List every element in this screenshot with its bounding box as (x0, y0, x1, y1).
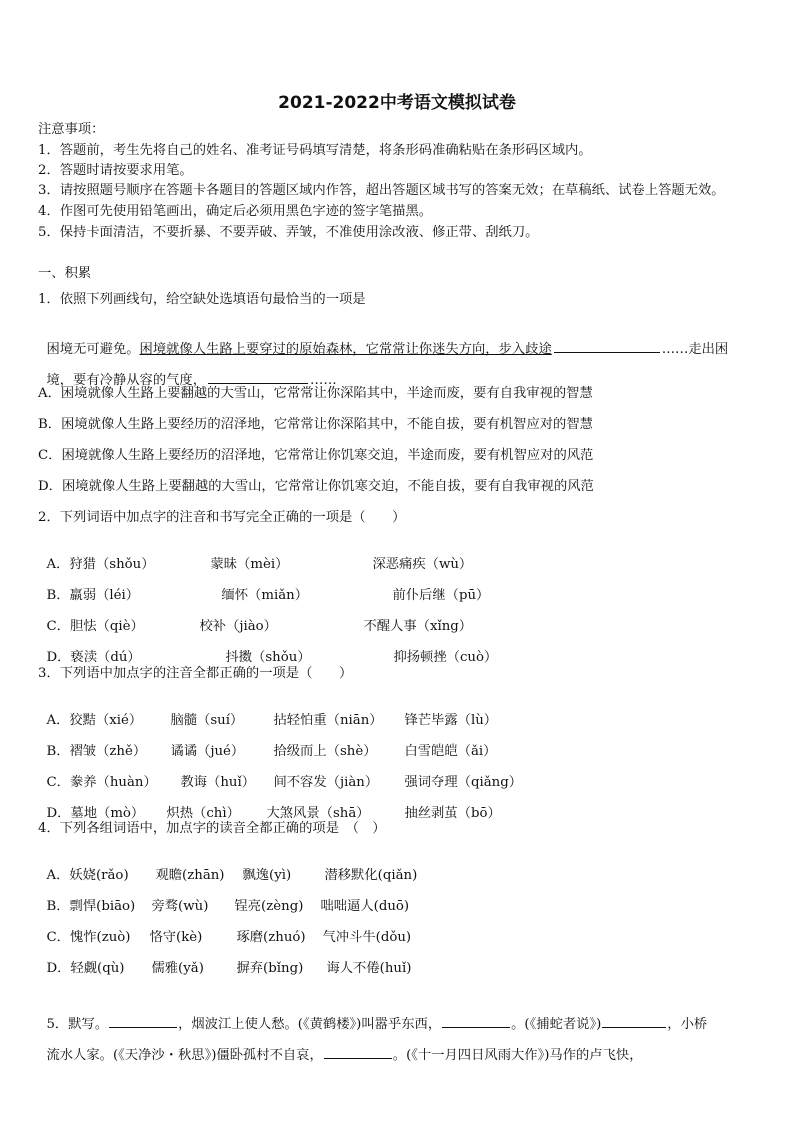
option-row (38, 914, 411, 946)
option: 间不容发（jiàn） (273, 775, 379, 790)
option: 抖擞（shǒu） (225, 650, 311, 665)
notice-item: 3．请按照题号顺序在答题卡各题目的答题区域内作答，超出答题区域书写的答案无效；在草稿纸、试卷上答题无效。 (38, 183, 725, 198)
option: D．墓地（mò） (46, 806, 145, 821)
option: A．妖娆(rǎo) (46, 868, 129, 883)
question-stem: 1．依照下列画线句，给空缺处选填语句最恰当的一项是 (38, 292, 366, 307)
option: 摒弃(bǐng) (236, 961, 304, 976)
answer-blank (442, 1015, 510, 1028)
section-heading: 一、积累 (38, 266, 92, 281)
question-text: 。(《十一月四日风雨大作》)马作的卢飞快， (392, 1048, 643, 1063)
question-stem: 3．下列语中加点字的注音全都正确的一项是（ ） (38, 666, 353, 681)
option: 恪守(kè) (149, 930, 203, 945)
option: 锋芒毕露（lù） (404, 713, 498, 728)
option: 抑扬顿挫（cuò） (393, 650, 498, 665)
question-passage-line (38, 324, 728, 358)
option: 潜移默化(qiǎn) (324, 868, 418, 883)
question-text: ，烟波江上使人愁。(《黄鹤楼》)叫嚣乎东西， (178, 1017, 442, 1032)
option: C．豢养（huàn） (46, 775, 157, 790)
notice-item: 5．保持卡面清洁，不要折暴、不要弄破、弄皱，不准使用涂改液、修正带、刮纸刀。 (38, 225, 539, 240)
option: B．剽悍(biāo) (46, 899, 136, 914)
question-passage-line (38, 355, 337, 389)
notice-item: 2．答题时请按要求用笔。 (38, 163, 193, 178)
notice-item: 1．答题前，考生先将自己的姓名、准考证号码填写清楚，将条形码准确粘贴在条形码区域内。 (38, 143, 592, 158)
option: 校补（jiào） (199, 619, 277, 634)
option-row (38, 728, 496, 760)
option: 不醒人事（xǐng） (363, 619, 473, 634)
option-row (38, 852, 417, 884)
passage-text: …… (310, 373, 337, 388)
option: 观瞻(zhān) (155, 868, 225, 883)
option: 脑髓（suí） (170, 713, 244, 728)
option: A．狡黠（xié） (46, 713, 143, 728)
question-stem: 2．下列词语中加点字的注音和书写完全正确的一项是（ ） (38, 510, 406, 525)
option: 前仆后继（pū） (392, 588, 490, 603)
option: C．胆怯（qiè） (46, 619, 144, 634)
option: A．困境就像人生路上要翻越的大雪山，它常常让你深陷其中，半途而废，要有自我审视的智慧 (38, 386, 593, 401)
option: D．困境就像人生路上要翻越的大雪山，它常常让你饥寒交迫，不能自拔，要有自我审视的风范 (38, 479, 594, 494)
answer-blank (109, 1015, 177, 1028)
option-row (38, 697, 497, 729)
option-row (38, 603, 472, 635)
question-text: 5．默写。 (46, 1017, 109, 1032)
option-row (38, 541, 472, 573)
option-row (38, 634, 497, 666)
option-row (38, 572, 489, 604)
option-row (38, 759, 522, 791)
option: 锃亮(zèng) (234, 899, 304, 914)
option: C．困境就像人生路上要经历的沼泽地，它常常让你饥寒交迫，半途而废，要有机智应对的风范 (38, 448, 594, 463)
question-stem: 4．下列各组词语中，加点字的读音全都正确的项是 （ ） (38, 821, 386, 836)
option-row (38, 883, 409, 915)
option: A．狩猎（shǒu） (46, 557, 155, 572)
question-line (38, 999, 707, 1033)
notice-item: 4．作图可先使用铅笔画出，确定后必须用黑色字迹的签字笔描黑。 (38, 204, 433, 219)
notice-heading: 注意事项： (38, 122, 105, 137)
option: 强词夺理（qiǎng） (404, 775, 523, 790)
option: 教诲（huǐ） (180, 775, 256, 790)
option: C．愧怍(zuò) (46, 930, 131, 945)
option: 咄咄逼人(duō) (320, 899, 410, 914)
option: 谲谲（jué） (170, 744, 245, 759)
passage-text: 困境无可避免。 (46, 342, 140, 357)
option: 缅怀（miǎn） (221, 588, 309, 603)
option: 儒雅(yǎ) (151, 961, 204, 976)
option: D．亵渎（dú） (46, 650, 141, 665)
option: B．困境就像人生路上要经历的沼泽地，它常常让你深陷其中，不能自拔，要有机智应对的智慧 (38, 417, 593, 432)
option: 蒙昧（mèi） (210, 557, 289, 572)
option: D．轻觑(qù) (46, 961, 125, 976)
option: 气冲斗牛(dǒu) (322, 930, 412, 945)
answer-blank (208, 371, 308, 384)
underlined-sentence: 困境就像人生路上要穿过的原始森林，它常常让你迷失方向，步入歧途 (139, 342, 552, 357)
page-title: 2021-2022中考语文模拟试卷 (278, 93, 516, 113)
option: 诲人不倦(huǐ) (326, 961, 412, 976)
option: 旁骛(wù) (151, 899, 209, 914)
option: 飘逸(yì) (242, 868, 292, 883)
option: 炽热（chì） (166, 806, 240, 821)
option: 拈轻怕重（niān） (273, 713, 383, 728)
option: 深恶痛疾（wù） (372, 557, 473, 572)
option: 拾级而上（shè） (273, 744, 377, 759)
answer-blank (554, 340, 660, 353)
option-row (38, 790, 501, 822)
question-text: ，小桥 (667, 1017, 708, 1032)
passage-text: ……走出困 (661, 342, 729, 357)
answer-blank (602, 1015, 666, 1028)
option: 大煞风景（shā） (266, 806, 370, 821)
option: 抽丝剥茧（bō） (404, 806, 501, 821)
answer-blank (324, 1046, 392, 1059)
option-row (38, 945, 411, 977)
question-line (38, 1030, 643, 1064)
option: 琢磨(zhuó) (236, 930, 306, 945)
question-text: 流水人家。(《天净沙・秋思》)僵卧孤村不自哀， (46, 1048, 323, 1063)
option: B．褶皱（zhě） (46, 744, 147, 759)
passage-text: 境，要有冷静从容的气度， (46, 373, 207, 388)
question-text: 。(《捕蛇者说》) (511, 1017, 602, 1032)
option: B．羸弱（léi） (46, 588, 140, 603)
option: 白雪皑皑（ǎi） (404, 744, 497, 759)
